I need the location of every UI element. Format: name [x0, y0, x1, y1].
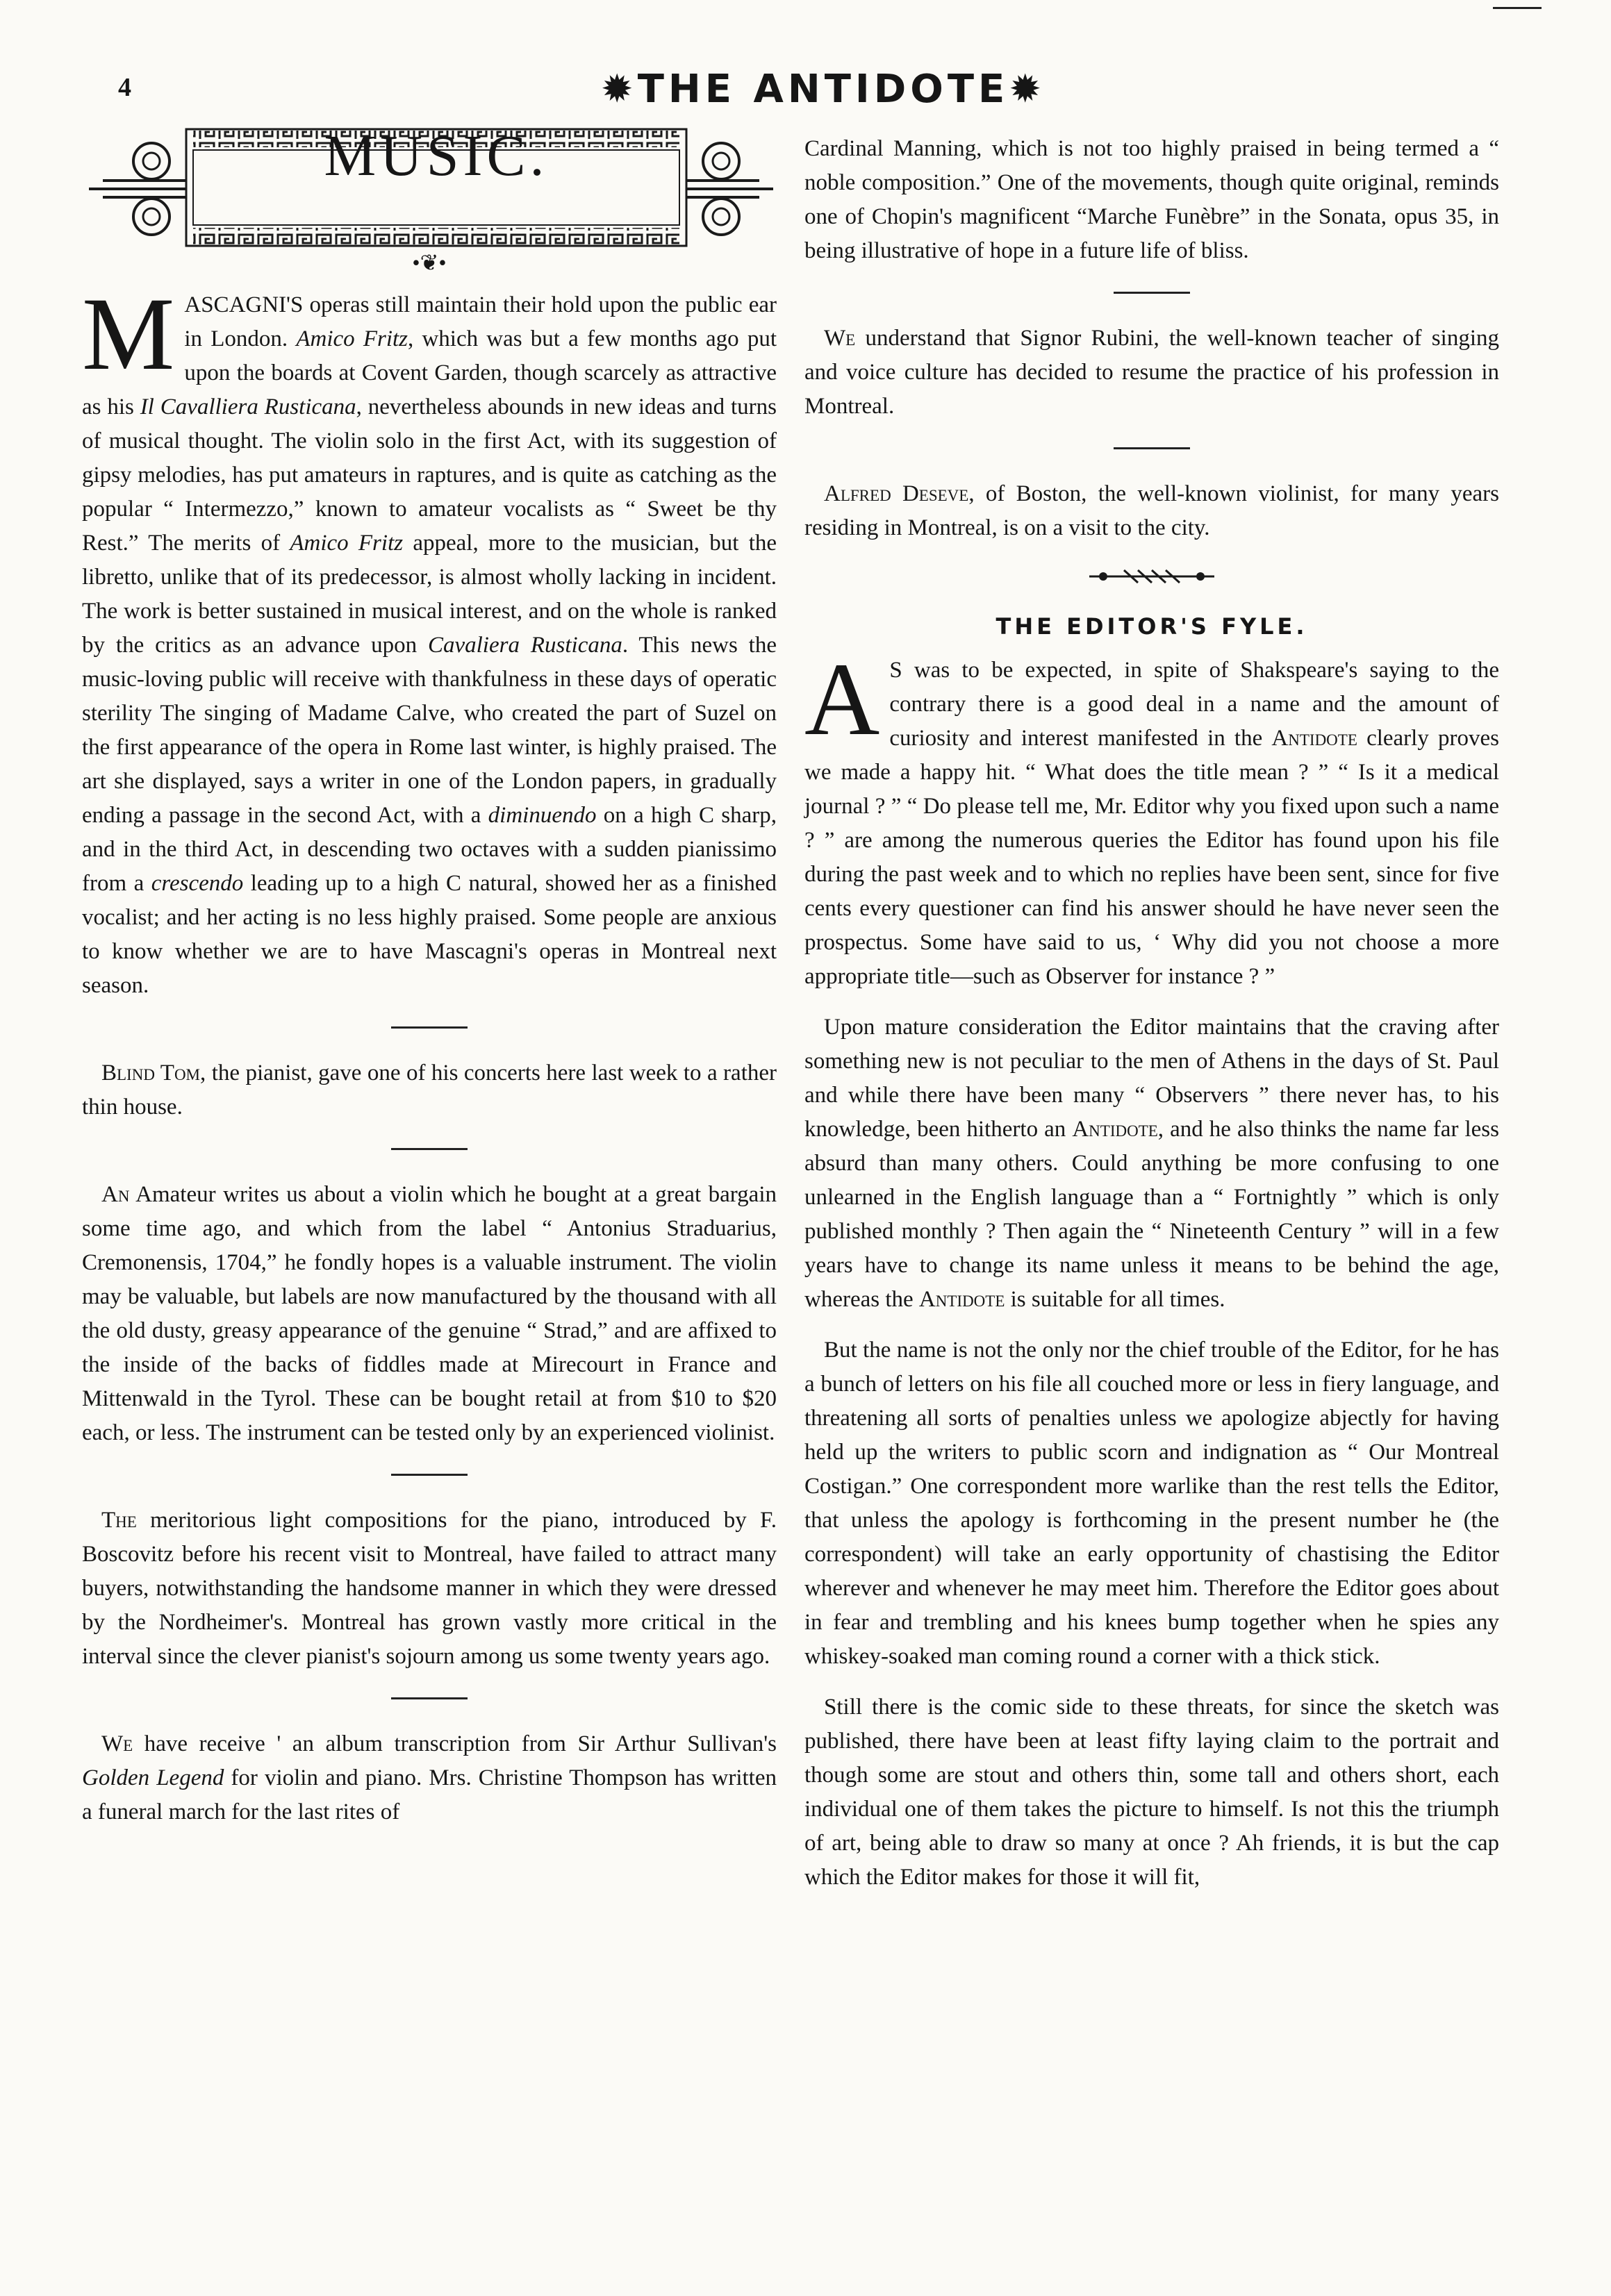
music-paragraph-blind-tom: Blind Tom, the pianist, gave one of his concerts here last week to a rather thin house. — [82, 1060, 777, 1120]
section-rule — [391, 1026, 468, 1029]
fyle-paragraph-comic-side: Still there is the comic side to these threats, for since the sketch was published, there have been at least fifty laying claim to the portrait and though some are stout and others thin, some tall and others short, each individual one of them takes the picture to himself. Is not this the triumph of art, being able to draw so many at once ? Ah friends, it is but the cap which the Editor makes for those it will fit, — [804, 1695, 1499, 1890]
section-rule — [391, 1474, 468, 1476]
left-column — [82, 124, 777, 1846]
music-heading — [82, 125, 777, 250]
music-paragraph-rubini: We understand that Signor Rubini, the well-known teacher of singing and voice culture has decided to resume the practice of his profession in Montreal. — [804, 326, 1499, 419]
fyle-paragraph-name: A S was to be expected, in spite of Shakspeare's saying to the contrary there is a good deal in a name and the amount of curiosity and interest manifested in the Antidote clearly proves we made a happy hit. “ What does the title mean ? ” “ Is it a medical journal ? ” “ Do please tell me, Mr. Editor why you fixed upon such a name ? ” are among the numerous queries the Editor has found upon his file during the past week and to which no replies have been sent, since for five cents every questioner can find his answer should he have never seen the prospectus. Some have said to us, ‘ Why did you not choose a more appropriate title—such as Observer for instance ? ” — [804, 642, 1499, 989]
drop-cap: A — [804, 642, 880, 757]
fyle-paragraph-observers: Upon mature consideration the Editor maintains that the craving after something new is not peculiar to the men of Athens in the days of St. Paul and while there have been many “ Observers ” there never has, to his knowledge, been hitherto an Antidote, and he also thinks the name far less absurd than many others. Could anything be more confusing to one unlearned in the English language than a “ Fortnightly ” which is only published monthly ? Then again the “ Nineteenth Century ” will in a few years have to change its name unless it means to be behind the age, whereas the Antidote is suitable for all times. — [804, 1015, 1499, 1312]
music-paragraph-mascagni: MASCAGNI'S operas still maintain their hold upon the public ear in London. Amico Fritz, which was but a few months ago put upon the boards at Covent Garden, though scarcely as attractive as his Il Cavalliera Rusticana, nevertheless abounds in new ideas and turns of musical thought. The violin solo in the first Act, with its suggestion of gipsy melodies, has put amateurs in raptures, and is quite as catching as the popular “ Intermezzo,” known to amateur vocalists as “ Sweet be thy Rest.” The merits of Amico Fritz appeal, more to the musician, but the libretto, unlike that of its predecessor, is almost wholly lacking in incident. The work is better sustained in musical interest, and on the whole is ranked by the critics as an advance upon Cavaliera Rusticana. This news the music-loving public will receive with thankfulness in these days of operatic sterility The singing of Madame Calve, who created the part of Suzel on the first appearance of the opera in Rome last winter, is highly praised. The art she displayed, says a writer in one of the London papers, in gradually ending a passage in the second Act, with a diminuendo on a high C sharp, and in the third Act, in descending two octaves with a sudden pianissimo from a crescendo leading up to a high C natural, showed her as a finished vocalist; and her acting is no less highly praised. Some people are anxious to know whether we are to have Mascagni's operas in Montreal next season. — [82, 276, 777, 998]
music-paragraph-violin: An Amateur writes us about a violin which he bought at a great bargain some time ago, and which from the label “ Antonius Straduarius, Cremonensis, 1704,” he fondly hopes is a valuable instrument. The violin may be valuable, but labels are now manufactured by the thousand with all the old dusty, greasy appearance of the genuine “ Strad,” and are affixed to the inside of the backs of fiddles made at Mirecourt in France and Mittenwald in the Tyrol. These can be bought retail at from $10 to $20 each, or less. The instrument can be tested only by an experienced violinist. — [82, 1182, 777, 1445]
music-paragraph-deseve: Alfred Deseve, of Boston, the well-known violinist, for many years residing in Montreal, is on a visit to the city. — [804, 481, 1499, 540]
music-paragraph-sullivan: We have receive ' an album transcription from Sir Arthur Sullivan's Golden Legend for violin and piano. Mrs. Christine Thompson has written a funeral march for the last rites of — [82, 1731, 777, 1824]
divider-ornament — [804, 562, 1499, 596]
music-title: MUSIC. — [324, 124, 549, 188]
section-rule — [1114, 447, 1190, 449]
editors-fyle-title: THE EDITOR'S FYLE. — [995, 613, 1308, 640]
section-rule — [391, 1148, 468, 1150]
right-column — [804, 132, 1499, 1911]
music-paragraph-sullivan-continued: Cardinal Manning, which is not too highly praised in being termed a “ noble composition.” One of the movements, though quite original, reminds one of Chopin's magnificent “Marche Funèbre” in the Sonata, opus 35, in being illustrative of hope in a future life of bliss. — [804, 136, 1499, 263]
masthead: ✹THE ANTIDOTE✹ — [600, 67, 1046, 112]
section-rule — [391, 1697, 468, 1699]
section-rule — [1114, 292, 1190, 294]
top-margin-dash — [1493, 7, 1542, 9]
fyle-paragraph-threats: But the name is not the only nor the chief trouble of the Editor, for he has a bunch of letters on his file all couched more or less in fiery language, and threatening all sorts of penalties unless we apologize abjectly for having held up the writers to public scorn and indignation as “ Our Montreal Costigan.” One correspondent more warlike than the rest tells the Editor, that unless the apology is forthcoming in the present number he (the correspondent) will take an early opportunity of chastising the Editor wherever and whenever he may meet him. Therefore the Editor goes about in fear and trembling and his knees bump together when he spies any whiskey-soaked man coming round a corner with a thick stick. — [804, 1338, 1499, 1669]
fleuron-ornament: •❦• — [412, 250, 447, 275]
music-paragraph-boscovitz: The meritorious light compositions for the piano, introduced by F. Boscovitz before his recent visit to Montreal, have failed to attract many buyers, notwithstanding the handsome manner in which they were dressed by the Nordheimer's. Montreal has grown vastly more critical in the interval since the clever pianist's sojourn among us some twenty years ago. — [82, 1508, 777, 1669]
drop-cap: M — [82, 276, 175, 392]
page-number: 4 — [118, 73, 131, 102]
